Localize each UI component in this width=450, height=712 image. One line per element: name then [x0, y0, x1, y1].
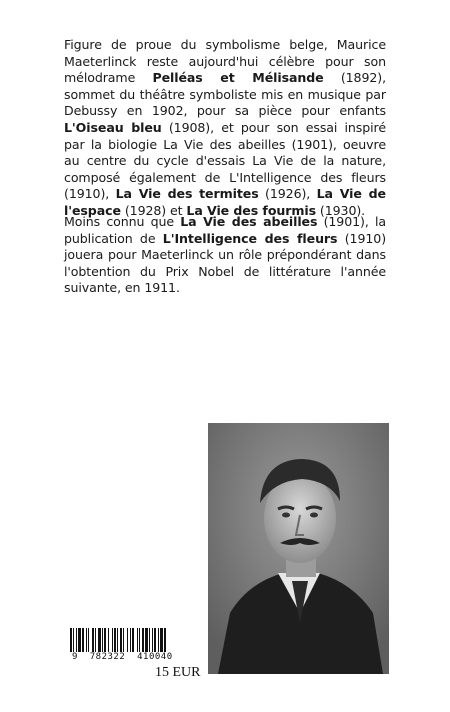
barcode-bar — [76, 628, 77, 652]
barcode-bar — [160, 628, 163, 652]
barcode-digits: 9 782322 410040 — [72, 652, 173, 662]
barcode-bar — [98, 628, 101, 652]
paragraph-text-run: (1930). — [315, 202, 366, 218]
book-title-bold: La Vie des termites — [115, 186, 259, 202]
barcode-bar — [104, 628, 106, 652]
book-title-bold: La Vie des abeilles — [180, 214, 318, 229]
back-cover-paragraph-2 — [64, 214, 386, 297]
barcode — [62, 628, 212, 654]
book-title-bold: L'Intelligence des fleurs — [162, 230, 338, 246]
barcode-bar — [154, 628, 156, 652]
back-cover-paragraph-1 — [64, 37, 386, 220]
barcode-bar — [164, 628, 166, 652]
barcode-bar — [120, 628, 122, 652]
barcode-bar — [78, 628, 81, 652]
book-title-bold: La Vie de l'espace — [64, 186, 386, 218]
barcode-bar — [114, 628, 116, 652]
paragraph-text-run: (1910) jouera pour Maeterlinck un rôle prépondérant dans l'obtention du Prix Nobel de littérature l'année suivante, en 1911. — [64, 230, 387, 296]
paragraph-text-run: (1892), sommet du théâtre symboliste mis en musique par Debussy en 1902, pour sa pièce pour enfants — [64, 70, 386, 119]
barcode-bar — [70, 628, 72, 652]
book-title-bold: La Vie des fourmis — [186, 202, 316, 218]
barcode-bar — [82, 628, 84, 652]
barcode-bar — [123, 628, 124, 652]
author-portrait-photo — [208, 423, 389, 674]
paragraph-text-run: (1908), et pour son essai inspiré par la biologie La Vie des abeilles (1901), oeuvre au centre du cycle d'essais La Vie de la nature, composé également de L'Intelligence des fleurs (1910), — [64, 119, 386, 202]
barcode-bar — [145, 628, 148, 652]
barcode-bar — [112, 628, 113, 652]
price-label: 15 EUR — [155, 665, 201, 680]
barcode-bar — [149, 628, 150, 652]
barcode-bar — [117, 628, 118, 652]
barcode-bar — [73, 628, 74, 652]
barcode-bar — [86, 628, 87, 652]
paragraph-text-run: Figure de proue du symbolisme belge, Maurice Maeterlinck reste aujourd'hui célèbre pour son mélodrame — [64, 37, 386, 86]
barcode-bar — [130, 628, 131, 652]
barcode-bar — [158, 628, 159, 652]
barcode-bar — [102, 628, 103, 652]
barcode-bar — [127, 628, 128, 652]
barcode-bar — [137, 628, 138, 652]
paragraph-text-run: (1901), la publication de — [64, 214, 386, 246]
barcode-bar — [95, 628, 96, 652]
barcode-bar — [88, 628, 89, 652]
paragraph-text-run: (1926), — [258, 186, 317, 202]
book-title-bold: Pelléas et Mélisande — [152, 70, 324, 86]
barcode-bar — [108, 628, 109, 652]
barcode-bar — [132, 628, 134, 652]
barcode-bar — [139, 628, 140, 652]
paragraph-text-run: (1928) et — [120, 202, 187, 218]
barcode-bar — [142, 628, 144, 652]
barcode-bar — [152, 628, 153, 652]
barcode-bar — [92, 628, 94, 652]
paragraph-text-run: Moins connu que — [64, 214, 181, 229]
book-title-bold: L'Oiseau bleu — [64, 119, 162, 135]
